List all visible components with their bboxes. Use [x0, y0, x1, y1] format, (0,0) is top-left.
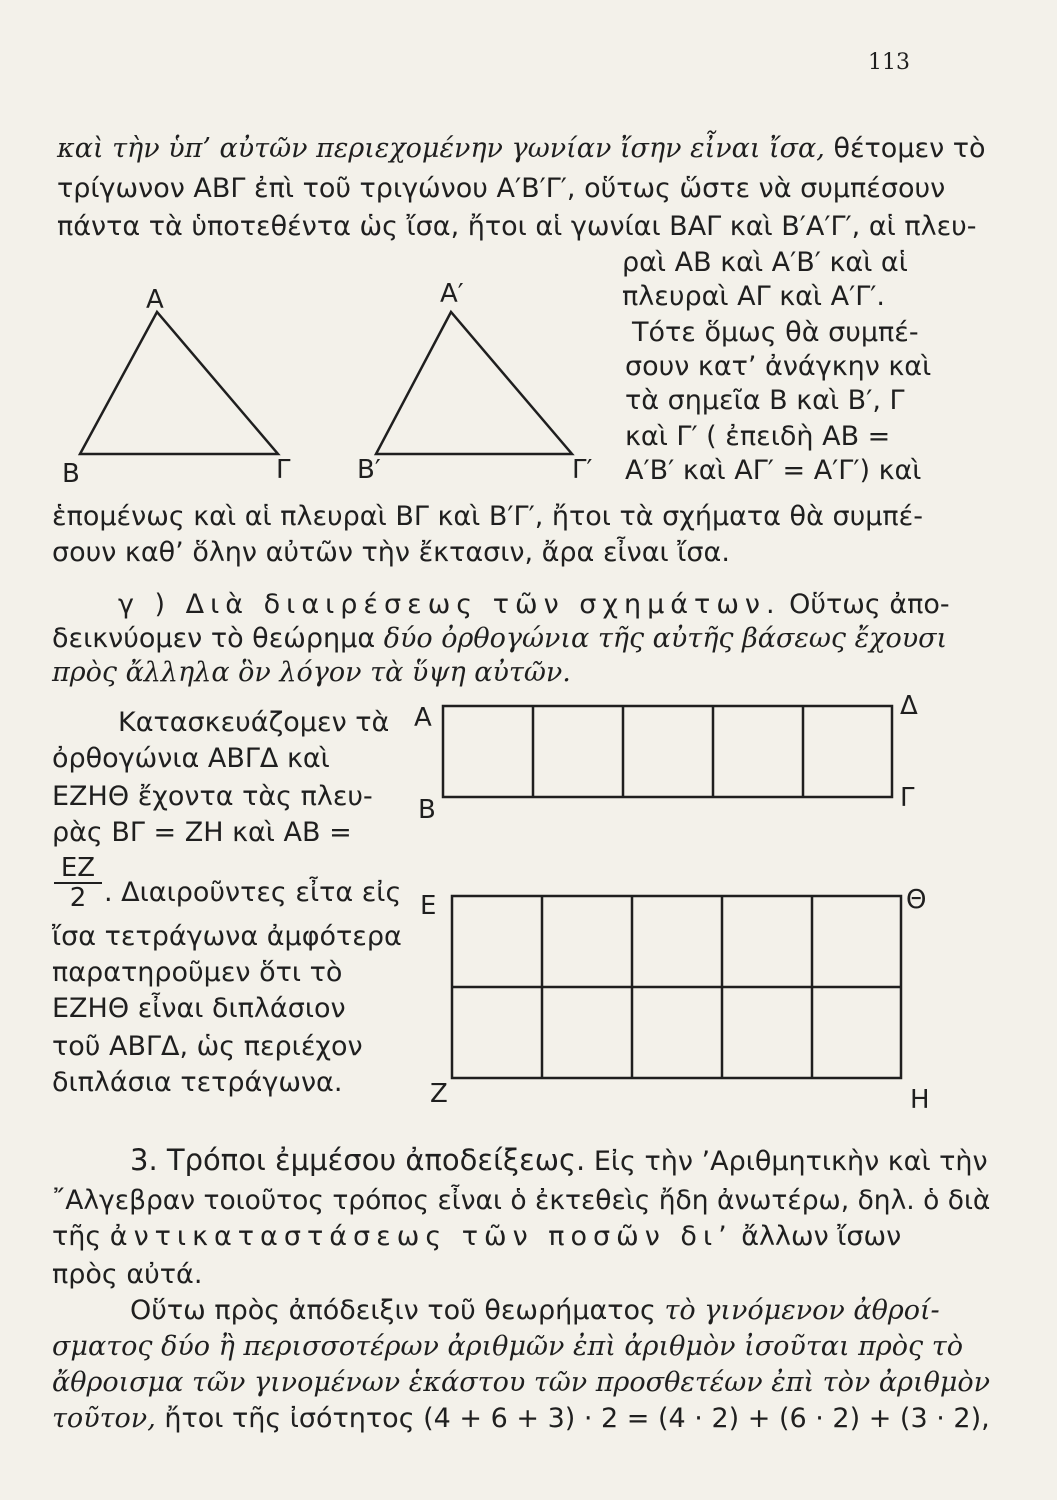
- text-line: 3. Τρόποι ἐμμέσου ἀποδείξεως. Εἰς τὴν ’Αριθμητικὴν καὶ τὴν: [130, 1143, 988, 1177]
- text-line: ΕΖΗΘ ἔχοντα τὰς πλευ-: [52, 781, 373, 812]
- text-line: ὀρθογώνια ΑΒΓΔ καὶ: [52, 743, 330, 774]
- text-line: σματος δύο ἢ περισσοτέρων ἀριθμῶν ἐπὶ ἀριθμὸν ἰσοῦται πρὸς τὸ: [52, 1331, 963, 1362]
- text-line: τοῦ ΑΒΓΔ, ὡς περιέχον: [52, 1031, 363, 1062]
- text-line: σουν καθ’ ὅλην αὐτῶν τὴν ἔκτασιν, ἄρα εἶναι ἴσα.: [52, 537, 730, 568]
- label-vertex-g-prime: Γ′: [572, 455, 593, 485]
- fraction-ez-over-2: $\frac{EZ}{2}$: [54, 854, 102, 912]
- text-line: πρὸς αὐτά.: [52, 1259, 203, 1290]
- text-line: τοῦτον, ἤτοι τῆς ἰσότητος (4 + 6 + 3) · 2 = (4 · 2) + (6 · 2) + (3 · 2),: [52, 1403, 990, 1434]
- text-line: πάντα τὰ ὑποτεθέντα ὡς ἴσα, ἤτοι αἱ γωνίαι ΒΑΓ καὶ Β′Α′Γ′, αἱ πλευ-: [57, 211, 977, 242]
- text-line: Τότε ὅμως θὰ συμπέ-: [632, 317, 919, 348]
- label-corner-e: Ε: [420, 891, 437, 921]
- label-vertex-b-prime: Β′: [357, 455, 381, 485]
- text-line: πλευραὶ ΑΓ καὶ Α′Γ′.: [622, 281, 885, 312]
- text-line: τρίγωνον ΑΒΓ ἐπὶ τοῦ τριγώνου Α′Β′Γ′, οὕτως ὥστε νὰ συμπέσουν: [57, 173, 946, 204]
- text-line: καὶ Γ′ ( ἐπειδὴ ΑΒ =: [625, 421, 891, 452]
- label-vertex-b: Β: [62, 459, 80, 489]
- text-line: πρὸς ἄλληλα ὃν λόγον τὰ ὕψη αὐτῶν.: [52, 657, 571, 688]
- text-line: δεικνύομεν τὸ θεώρημα δύο ὀρθογώνια τῆς αὐτῆς βάσεως ἔχουσι: [52, 623, 948, 654]
- text-line: διπλάσια τετράγωνα.: [52, 1067, 343, 1098]
- text-line: ρὰς ΒΓ = ΖΗ καὶ ΑΒ =: [52, 817, 352, 848]
- text-line: σουν κατ’ ἀνάγκην καὶ: [625, 351, 932, 382]
- text-line: τῆς ἀντικαταστάσεως τῶν ποσῶν δι’ ἄλλων ἴσων: [52, 1221, 902, 1252]
- label-corner-g: Γ: [900, 783, 915, 813]
- text-line: ραὶ ΑΒ καὶ Α′Β′ καὶ αἱ: [622, 247, 908, 278]
- text-line: Οὕτω πρὸς ἀπόδειξιν τοῦ θεωρήματος τὸ γινόμενον ἀθροί-: [130, 1295, 940, 1326]
- text-line: Κατασκευάζομεν τὰ: [118, 707, 390, 738]
- text-line: ἑπομένως καὶ αἱ πλευραὶ ΒΓ καὶ Β′Γ′, ἤτοι τὰ σχήματα θὰ συμπέ-: [52, 501, 923, 532]
- text-line: καὶ τὴν ὑπ’ αὐτῶν περιεχομένην γωνίαν ἴσην εἶναι ἴσα, θέτομεν τὸ: [57, 133, 986, 164]
- label-corner-th: Θ: [906, 885, 927, 915]
- text-line: ἄθροισμα τῶν γινομένων ἑκάστου τῶν προσθετέων ἐπὶ τὸν ἀριθμὸν: [52, 1367, 991, 1398]
- label-vertex-a-prime: Α′: [440, 279, 464, 309]
- label-corner-h: Η: [910, 1085, 930, 1115]
- text-line: τὰ σημεῖα Β καὶ Β′, Γ: [625, 385, 905, 416]
- text-line: γ ) Διὰ διαιρέσεως τῶν σχημάτων. Οὕτως ἀπο-: [118, 589, 950, 620]
- text-line: Α′Β′ καὶ ΑΓ′ = Α′Γ′) καὶ: [625, 455, 922, 486]
- text-line: ΕΖΗΘ εἶναι διπλάσιον: [52, 993, 346, 1024]
- label-vertex-g: Γ: [276, 455, 291, 485]
- label-corner-b: Β: [418, 795, 436, 825]
- label-corner-a: Α: [414, 703, 432, 733]
- rectangle-ezhth: [452, 896, 901, 1078]
- rectangle-abgd: [443, 706, 892, 797]
- label-vertex-a: Α: [146, 285, 164, 315]
- label-corner-d: Δ: [900, 691, 918, 721]
- text-line: ἴσα τετράγωνα ἀμφότερα: [52, 921, 402, 952]
- label-corner-z: Ζ: [430, 1079, 448, 1109]
- text-line: ῎Αλγεβραν τοιοῦτος τρόπος εἶναι ὁ ἐκτεθεὶς ἤδη ἀνωτέρω, δηλ. ὁ διὰ: [52, 1185, 991, 1216]
- page-number: 113: [868, 50, 910, 75]
- text-line: . Διαιροῦντες εἶτα εἰς: [104, 877, 402, 908]
- section-heading: 3. Τρόποι ἐμμέσου ἀποδείξεως.: [130, 1143, 586, 1177]
- text-line: παρατηροῦμεν ὅτι τὸ: [52, 957, 343, 988]
